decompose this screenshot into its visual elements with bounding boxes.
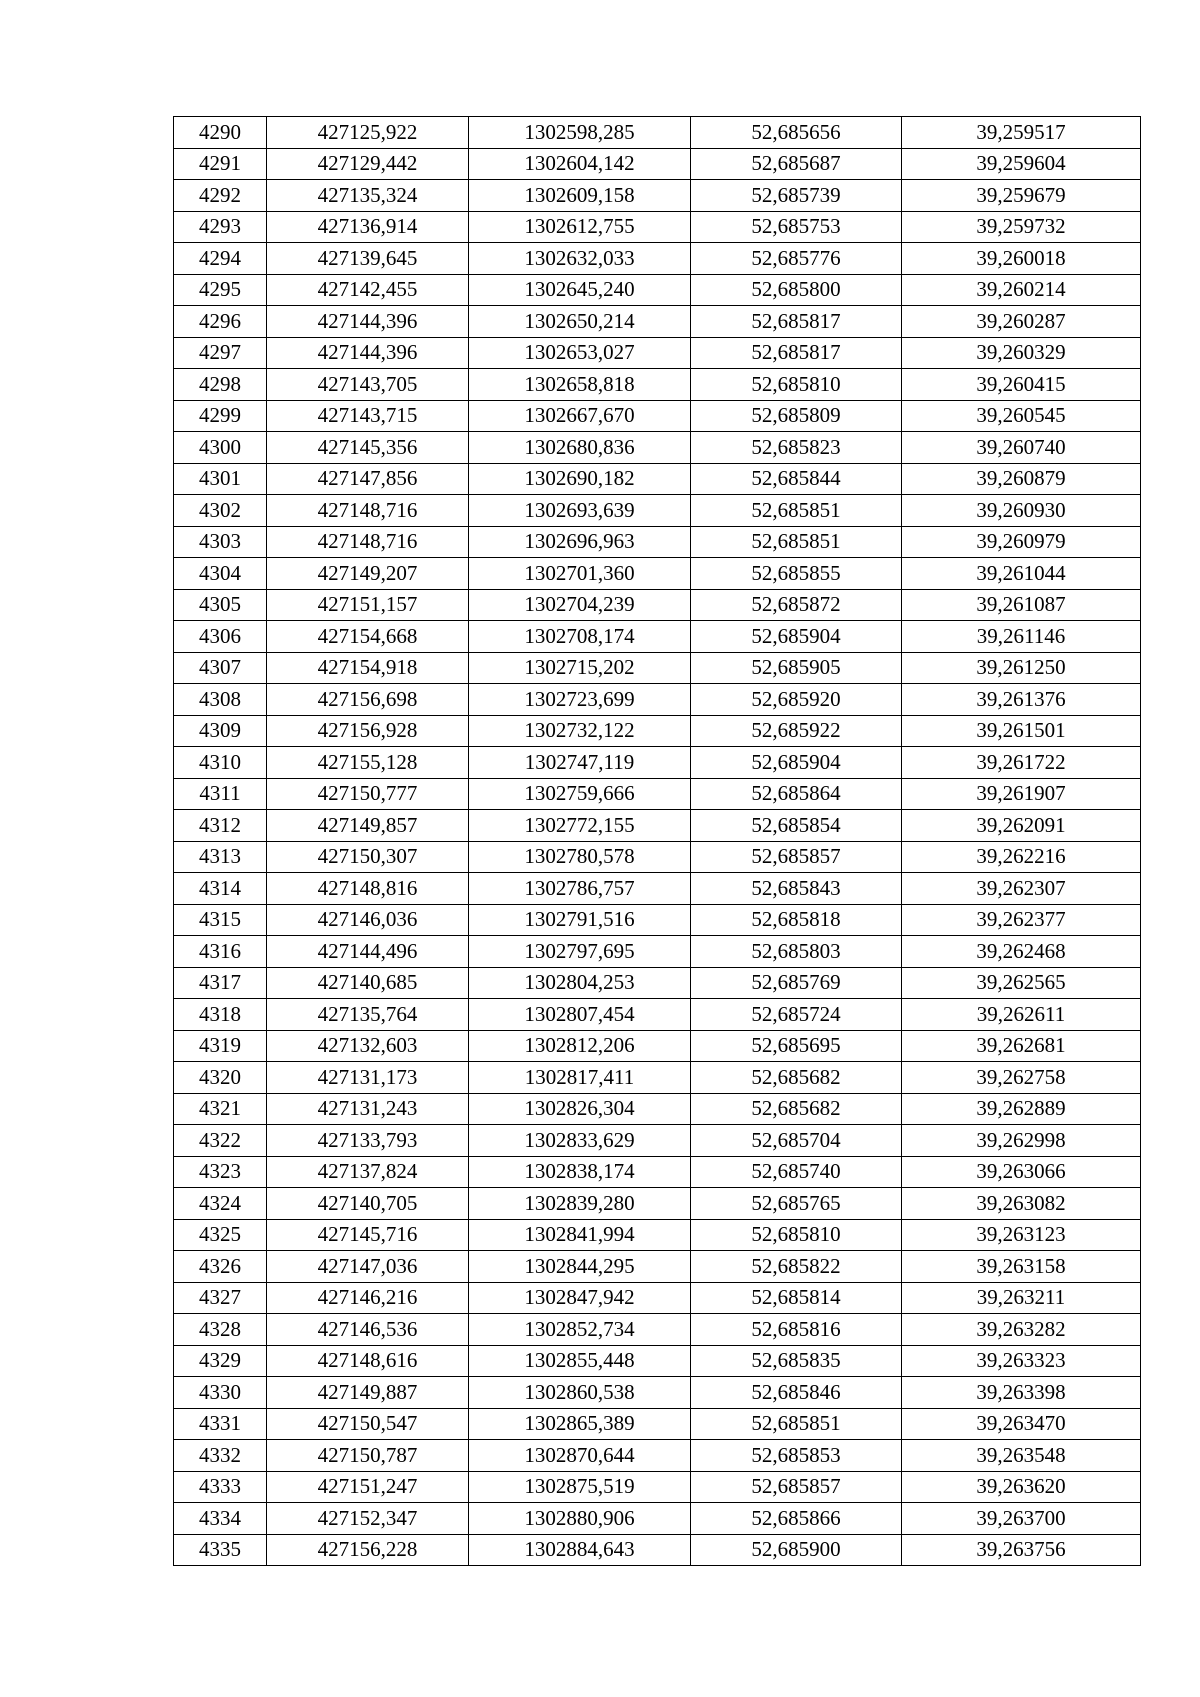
y-coordinate-cell: 1302833,629 [469, 1125, 691, 1157]
x-coordinate-cell: 427148,716 [267, 495, 469, 527]
table-row [174, 621, 1141, 653]
x-coordinate-cell: 427149,207 [267, 558, 469, 590]
x-coordinate-cell: 427131,173 [267, 1062, 469, 1094]
x-coordinate-cell: 427144,496 [267, 936, 469, 968]
y-coordinate-cell: 1302865,389 [469, 1408, 691, 1440]
point-number-cell: 4326 [174, 1251, 267, 1283]
latitude-cell: 52,685864 [691, 778, 902, 810]
longitude-cell: 39,262889 [902, 1093, 1141, 1125]
x-coordinate-cell: 427146,216 [267, 1282, 469, 1314]
y-coordinate-cell: 1302696,963 [469, 526, 691, 558]
x-coordinate-cell: 427135,764 [267, 999, 469, 1031]
point-number-cell: 4313 [174, 841, 267, 873]
longitude-cell: 39,263123 [902, 1219, 1141, 1251]
longitude-cell: 39,263066 [902, 1156, 1141, 1188]
table-row [174, 1408, 1141, 1440]
longitude-cell: 39,259604 [902, 148, 1141, 180]
table-row [174, 1314, 1141, 1346]
longitude-cell: 39,259517 [902, 117, 1141, 149]
table-row [174, 1503, 1141, 1535]
table-row [174, 432, 1141, 464]
y-coordinate-cell: 1302797,695 [469, 936, 691, 968]
latitude-cell: 52,685682 [691, 1093, 902, 1125]
x-coordinate-cell: 427140,705 [267, 1188, 469, 1220]
point-number-cell: 4297 [174, 337, 267, 369]
point-number-cell: 4305 [174, 589, 267, 621]
latitude-cell: 52,685866 [691, 1503, 902, 1535]
y-coordinate-cell: 1302791,516 [469, 904, 691, 936]
latitude-cell: 52,685810 [691, 1219, 902, 1251]
x-coordinate-cell: 427149,887 [267, 1377, 469, 1409]
point-number-cell: 4325 [174, 1219, 267, 1251]
latitude-cell: 52,685857 [691, 841, 902, 873]
longitude-cell: 39,260018 [902, 243, 1141, 275]
point-number-cell: 4329 [174, 1345, 267, 1377]
longitude-cell: 39,259732 [902, 211, 1141, 243]
x-coordinate-cell: 427155,128 [267, 747, 469, 779]
table-row [174, 1377, 1141, 1409]
latitude-cell: 52,685835 [691, 1345, 902, 1377]
y-coordinate-cell: 1302780,578 [469, 841, 691, 873]
latitude-cell: 52,685855 [691, 558, 902, 590]
x-coordinate-cell: 427152,347 [267, 1503, 469, 1535]
point-number-cell: 4309 [174, 715, 267, 747]
table-row [174, 1030, 1141, 1062]
point-number-cell: 4330 [174, 1377, 267, 1409]
latitude-cell: 52,685739 [691, 180, 902, 212]
point-number-cell: 4294 [174, 243, 267, 275]
point-number-cell: 4335 [174, 1534, 267, 1566]
latitude-cell: 52,685810 [691, 369, 902, 401]
latitude-cell: 52,685851 [691, 495, 902, 527]
table-row [174, 1251, 1141, 1283]
longitude-cell: 39,262091 [902, 810, 1141, 842]
y-coordinate-cell: 1302653,027 [469, 337, 691, 369]
latitude-cell: 52,685816 [691, 1314, 902, 1346]
y-coordinate-cell: 1302598,285 [469, 117, 691, 149]
longitude-cell: 39,263211 [902, 1282, 1141, 1314]
x-coordinate-cell: 427148,616 [267, 1345, 469, 1377]
point-number-cell: 4303 [174, 526, 267, 558]
table-row [174, 337, 1141, 369]
x-coordinate-cell: 427144,396 [267, 337, 469, 369]
table-row [174, 243, 1141, 275]
longitude-cell: 39,260740 [902, 432, 1141, 464]
latitude-cell: 52,685740 [691, 1156, 902, 1188]
table-row [174, 1156, 1141, 1188]
point-number-cell: 4324 [174, 1188, 267, 1220]
latitude-cell: 52,685857 [691, 1471, 902, 1503]
table-row [174, 967, 1141, 999]
longitude-cell: 39,263756 [902, 1534, 1141, 1566]
x-coordinate-cell: 427150,307 [267, 841, 469, 873]
table-row [174, 873, 1141, 905]
point-number-cell: 4321 [174, 1093, 267, 1125]
x-coordinate-cell: 427149,857 [267, 810, 469, 842]
point-number-cell: 4292 [174, 180, 267, 212]
longitude-cell: 39,263323 [902, 1345, 1141, 1377]
y-coordinate-cell: 1302826,304 [469, 1093, 691, 1125]
table-row [174, 936, 1141, 968]
point-number-cell: 4293 [174, 211, 267, 243]
point-number-cell: 4300 [174, 432, 267, 464]
latitude-cell: 52,685920 [691, 684, 902, 716]
longitude-cell: 39,263398 [902, 1377, 1141, 1409]
longitude-cell: 39,259679 [902, 180, 1141, 212]
x-coordinate-cell: 427125,922 [267, 117, 469, 149]
point-number-cell: 4323 [174, 1156, 267, 1188]
point-number-cell: 4328 [174, 1314, 267, 1346]
coordinates-table-body [174, 117, 1141, 1566]
y-coordinate-cell: 1302632,033 [469, 243, 691, 275]
x-coordinate-cell: 427151,247 [267, 1471, 469, 1503]
table-row [174, 1219, 1141, 1251]
y-coordinate-cell: 1302772,155 [469, 810, 691, 842]
y-coordinate-cell: 1302747,119 [469, 747, 691, 779]
table-row [174, 1440, 1141, 1472]
latitude-cell: 52,685822 [691, 1251, 902, 1283]
y-coordinate-cell: 1302807,454 [469, 999, 691, 1031]
y-coordinate-cell: 1302884,643 [469, 1534, 691, 1566]
y-coordinate-cell: 1302693,639 [469, 495, 691, 527]
point-number-cell: 4306 [174, 621, 267, 653]
latitude-cell: 52,685844 [691, 463, 902, 495]
point-number-cell: 4334 [174, 1503, 267, 1535]
y-coordinate-cell: 1302875,519 [469, 1471, 691, 1503]
x-coordinate-cell: 427143,705 [267, 369, 469, 401]
x-coordinate-cell: 427144,396 [267, 306, 469, 338]
latitude-cell: 52,685704 [691, 1125, 902, 1157]
latitude-cell: 52,685687 [691, 148, 902, 180]
x-coordinate-cell: 427154,918 [267, 652, 469, 684]
latitude-cell: 52,685905 [691, 652, 902, 684]
latitude-cell: 52,685854 [691, 810, 902, 842]
y-coordinate-cell: 1302690,182 [469, 463, 691, 495]
table-row [174, 306, 1141, 338]
x-coordinate-cell: 427142,455 [267, 274, 469, 306]
longitude-cell: 39,262216 [902, 841, 1141, 873]
latitude-cell: 52,685809 [691, 400, 902, 432]
latitude-cell: 52,685817 [691, 337, 902, 369]
x-coordinate-cell: 427137,824 [267, 1156, 469, 1188]
longitude-cell: 39,263082 [902, 1188, 1141, 1220]
x-coordinate-cell: 427150,787 [267, 1440, 469, 1472]
table-row [174, 841, 1141, 873]
longitude-cell: 39,263282 [902, 1314, 1141, 1346]
point-number-cell: 4307 [174, 652, 267, 684]
table-row [174, 463, 1141, 495]
y-coordinate-cell: 1302701,360 [469, 558, 691, 590]
longitude-cell: 39,261501 [902, 715, 1141, 747]
point-number-cell: 4311 [174, 778, 267, 810]
latitude-cell: 52,685823 [691, 432, 902, 464]
point-number-cell: 4296 [174, 306, 267, 338]
y-coordinate-cell: 1302841,994 [469, 1219, 691, 1251]
x-coordinate-cell: 427156,698 [267, 684, 469, 716]
latitude-cell: 52,685853 [691, 1440, 902, 1472]
longitude-cell: 39,260415 [902, 369, 1141, 401]
longitude-cell: 39,260979 [902, 526, 1141, 558]
latitude-cell: 52,685800 [691, 274, 902, 306]
longitude-cell: 39,260329 [902, 337, 1141, 369]
y-coordinate-cell: 1302667,670 [469, 400, 691, 432]
point-number-cell: 4290 [174, 117, 267, 149]
table-row [174, 904, 1141, 936]
point-number-cell: 4317 [174, 967, 267, 999]
table-row [174, 652, 1141, 684]
longitude-cell: 39,261087 [902, 589, 1141, 621]
point-number-cell: 4332 [174, 1440, 267, 1472]
table-row [174, 1093, 1141, 1125]
y-coordinate-cell: 1302759,666 [469, 778, 691, 810]
table-row [174, 1471, 1141, 1503]
x-coordinate-cell: 427133,793 [267, 1125, 469, 1157]
table-row [174, 148, 1141, 180]
y-coordinate-cell: 1302844,295 [469, 1251, 691, 1283]
table-row [174, 684, 1141, 716]
latitude-cell: 52,685695 [691, 1030, 902, 1062]
longitude-cell: 39,263700 [902, 1503, 1141, 1535]
table-row [174, 1282, 1141, 1314]
x-coordinate-cell: 427148,716 [267, 526, 469, 558]
y-coordinate-cell: 1302860,538 [469, 1377, 691, 1409]
longitude-cell: 39,262468 [902, 936, 1141, 968]
longitude-cell: 39,261044 [902, 558, 1141, 590]
longitude-cell: 39,262758 [902, 1062, 1141, 1094]
y-coordinate-cell: 1302838,174 [469, 1156, 691, 1188]
point-number-cell: 4310 [174, 747, 267, 779]
latitude-cell: 52,685872 [691, 589, 902, 621]
point-number-cell: 4316 [174, 936, 267, 968]
x-coordinate-cell: 427154,668 [267, 621, 469, 653]
latitude-cell: 52,685900 [691, 1534, 902, 1566]
table-row [174, 1062, 1141, 1094]
x-coordinate-cell: 427140,685 [267, 967, 469, 999]
x-coordinate-cell: 427150,547 [267, 1408, 469, 1440]
longitude-cell: 39,260287 [902, 306, 1141, 338]
longitude-cell: 39,261146 [902, 621, 1141, 653]
table-row [174, 211, 1141, 243]
point-number-cell: 4295 [174, 274, 267, 306]
longitude-cell: 39,261376 [902, 684, 1141, 716]
x-coordinate-cell: 427146,536 [267, 1314, 469, 1346]
latitude-cell: 52,685922 [691, 715, 902, 747]
table-row [174, 810, 1141, 842]
y-coordinate-cell: 1302704,239 [469, 589, 691, 621]
y-coordinate-cell: 1302732,122 [469, 715, 691, 747]
latitude-cell: 52,685776 [691, 243, 902, 275]
y-coordinate-cell: 1302708,174 [469, 621, 691, 653]
latitude-cell: 52,685814 [691, 1282, 902, 1314]
table-row [174, 999, 1141, 1031]
x-coordinate-cell: 427145,716 [267, 1219, 469, 1251]
longitude-cell: 39,261907 [902, 778, 1141, 810]
longitude-cell: 39,260879 [902, 463, 1141, 495]
latitude-cell: 52,685803 [691, 936, 902, 968]
longitude-cell: 39,263548 [902, 1440, 1141, 1472]
latitude-cell: 52,685904 [691, 747, 902, 779]
y-coordinate-cell: 1302609,158 [469, 180, 691, 212]
table-row [174, 558, 1141, 590]
point-number-cell: 4333 [174, 1471, 267, 1503]
y-coordinate-cell: 1302786,757 [469, 873, 691, 905]
latitude-cell: 52,685765 [691, 1188, 902, 1220]
table-row [174, 274, 1141, 306]
y-coordinate-cell: 1302852,734 [469, 1314, 691, 1346]
y-coordinate-cell: 1302817,411 [469, 1062, 691, 1094]
table-row [174, 589, 1141, 621]
longitude-cell: 39,260930 [902, 495, 1141, 527]
latitude-cell: 52,685851 [691, 526, 902, 558]
point-number-cell: 4291 [174, 148, 267, 180]
longitude-cell: 39,262998 [902, 1125, 1141, 1157]
y-coordinate-cell: 1302604,142 [469, 148, 691, 180]
latitude-cell: 52,685682 [691, 1062, 902, 1094]
latitude-cell: 52,685904 [691, 621, 902, 653]
point-number-cell: 4320 [174, 1062, 267, 1094]
x-coordinate-cell: 427147,036 [267, 1251, 469, 1283]
longitude-cell: 39,263620 [902, 1471, 1141, 1503]
point-number-cell: 4299 [174, 400, 267, 432]
latitude-cell: 52,685846 [691, 1377, 902, 1409]
y-coordinate-cell: 1302855,448 [469, 1345, 691, 1377]
y-coordinate-cell: 1302680,836 [469, 432, 691, 464]
y-coordinate-cell: 1302612,755 [469, 211, 691, 243]
latitude-cell: 52,685769 [691, 967, 902, 999]
table-row [174, 495, 1141, 527]
x-coordinate-cell: 427139,645 [267, 243, 469, 275]
table-row [174, 747, 1141, 779]
x-coordinate-cell: 427129,442 [267, 148, 469, 180]
longitude-cell: 39,262307 [902, 873, 1141, 905]
y-coordinate-cell: 1302650,214 [469, 306, 691, 338]
x-coordinate-cell: 427156,228 [267, 1534, 469, 1566]
x-coordinate-cell: 427135,324 [267, 180, 469, 212]
latitude-cell: 52,685817 [691, 306, 902, 338]
y-coordinate-cell: 1302804,253 [469, 967, 691, 999]
x-coordinate-cell: 427148,816 [267, 873, 469, 905]
x-coordinate-cell: 427145,356 [267, 432, 469, 464]
y-coordinate-cell: 1302645,240 [469, 274, 691, 306]
x-coordinate-cell: 427143,715 [267, 400, 469, 432]
longitude-cell: 39,263470 [902, 1408, 1141, 1440]
point-number-cell: 4308 [174, 684, 267, 716]
y-coordinate-cell: 1302880,906 [469, 1503, 691, 1535]
longitude-cell: 39,263158 [902, 1251, 1141, 1283]
point-number-cell: 4314 [174, 873, 267, 905]
point-number-cell: 4301 [174, 463, 267, 495]
latitude-cell: 52,685753 [691, 211, 902, 243]
point-number-cell: 4302 [174, 495, 267, 527]
longitude-cell: 39,262377 [902, 904, 1141, 936]
table-row [174, 526, 1141, 558]
latitude-cell: 52,685818 [691, 904, 902, 936]
y-coordinate-cell: 1302812,206 [469, 1030, 691, 1062]
latitude-cell: 52,685843 [691, 873, 902, 905]
latitude-cell: 52,685851 [691, 1408, 902, 1440]
x-coordinate-cell: 427156,928 [267, 715, 469, 747]
x-coordinate-cell: 427151,157 [267, 589, 469, 621]
x-coordinate-cell: 427136,914 [267, 211, 469, 243]
y-coordinate-cell: 1302658,818 [469, 369, 691, 401]
table-row [174, 778, 1141, 810]
y-coordinate-cell: 1302847,942 [469, 1282, 691, 1314]
y-coordinate-cell: 1302870,644 [469, 1440, 691, 1472]
point-number-cell: 4315 [174, 904, 267, 936]
point-number-cell: 4322 [174, 1125, 267, 1157]
table-row [174, 715, 1141, 747]
x-coordinate-cell: 427146,036 [267, 904, 469, 936]
point-number-cell: 4327 [174, 1282, 267, 1314]
longitude-cell: 39,261250 [902, 652, 1141, 684]
longitude-cell: 39,261722 [902, 747, 1141, 779]
longitude-cell: 39,262565 [902, 967, 1141, 999]
latitude-cell: 52,685724 [691, 999, 902, 1031]
longitude-cell: 39,260545 [902, 400, 1141, 432]
table-row [174, 1345, 1141, 1377]
x-coordinate-cell: 427131,243 [267, 1093, 469, 1125]
table-row [174, 1534, 1141, 1566]
table-row [174, 1125, 1141, 1157]
longitude-cell: 39,262611 [902, 999, 1141, 1031]
table-row [174, 369, 1141, 401]
x-coordinate-cell: 427150,777 [267, 778, 469, 810]
table-row [174, 400, 1141, 432]
table-row [174, 117, 1141, 149]
point-number-cell: 4318 [174, 999, 267, 1031]
x-coordinate-cell: 427147,856 [267, 463, 469, 495]
y-coordinate-cell: 1302723,699 [469, 684, 691, 716]
point-number-cell: 4304 [174, 558, 267, 590]
x-coordinate-cell: 427132,603 [267, 1030, 469, 1062]
latitude-cell: 52,685656 [691, 117, 902, 149]
table-row [174, 1188, 1141, 1220]
point-number-cell: 4319 [174, 1030, 267, 1062]
point-number-cell: 4331 [174, 1408, 267, 1440]
y-coordinate-cell: 1302715,202 [469, 652, 691, 684]
point-number-cell: 4298 [174, 369, 267, 401]
coordinates-table [173, 116, 1141, 1566]
longitude-cell: 39,260214 [902, 274, 1141, 306]
point-number-cell: 4312 [174, 810, 267, 842]
table-row [174, 180, 1141, 212]
longitude-cell: 39,262681 [902, 1030, 1141, 1062]
y-coordinate-cell: 1302839,280 [469, 1188, 691, 1220]
